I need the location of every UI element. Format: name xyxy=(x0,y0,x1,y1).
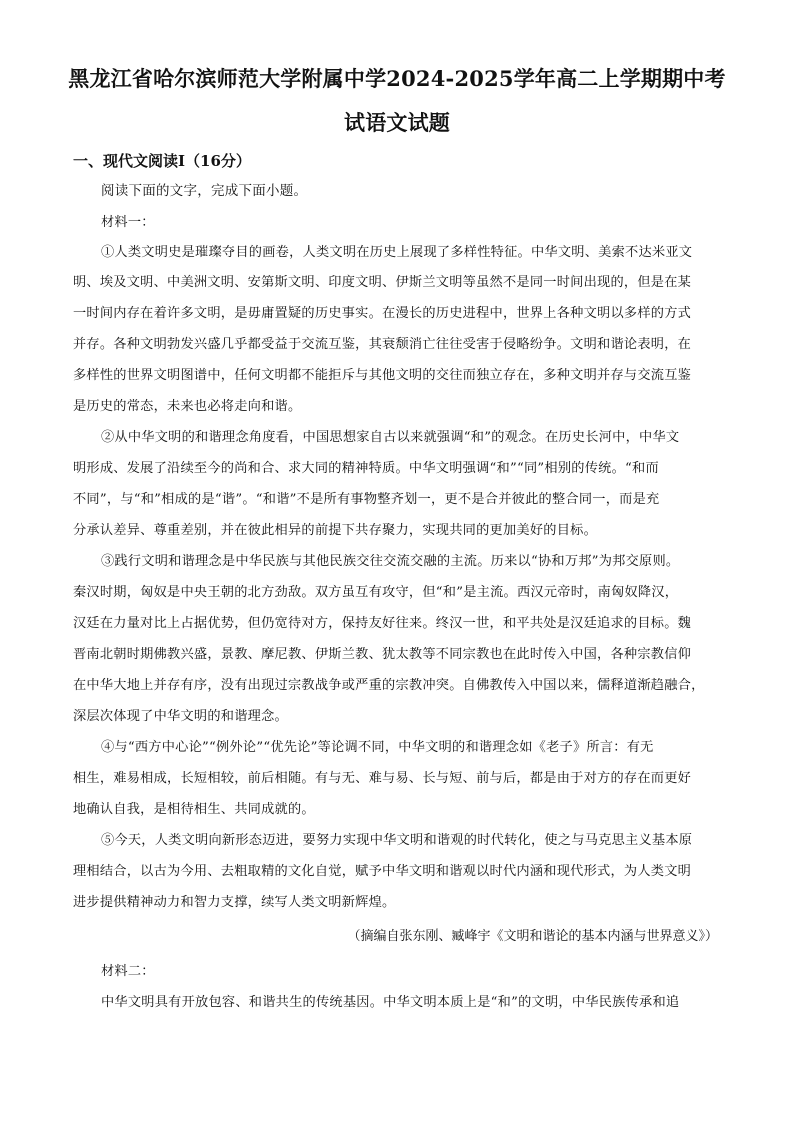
material-2-label: 材料二： xyxy=(101,964,155,979)
paragraph-line: ④与“西方中心论”“例外论”“优先论”等论调不同，中华文明的和谐理念如《老子》所言：有无 xyxy=(101,740,654,755)
document-title-line-1: 黑龙江省哈尔滨师范大学附属中学2024-2025学年高二上学期期中考 xyxy=(68,66,726,91)
paragraph-line: ②从中华文明的和谐理念角度看，中国思想家自古以来就强调“和”的观念。在历史长河中，中华文 xyxy=(101,430,680,445)
paragraph-line: 是历史的常态，未来也必将走向和谐。 xyxy=(73,399,302,414)
paragraph-line: 理相结合，以古为今用、去粗取精的文化自觉，赋予中华文明和谐观以时代内涵和现代形式，为人类文明 xyxy=(73,864,692,879)
paragraph-line: ①人类文明史是璀璨夺目的画卷，人类文明在历史上展现了多样性特征。中华文明、美索不达米亚文 xyxy=(101,245,693,260)
paragraph-line: 多样性的世界文明图谱中，任何文明都不能拒斥与其他文明的交往而独立存在，多种文明并存与交流互鉴 xyxy=(73,368,692,383)
paragraph-line: 汉廷在力量对比上占据优势，但仍宽待对方，保持友好往来。终汉一世，和平共处是汉廷追求的目标。魏 xyxy=(73,616,692,631)
paragraph-line: 明、埃及文明、中美洲文明、安第斯文明、印度文明、伊斯兰文明等虽然不是同一时间出现的，但是在某 xyxy=(73,275,692,290)
paragraph-line: 地确认自我，是相待相生、共同成就的。 xyxy=(73,802,315,817)
paragraph-line: 深层次体现了中华文明的和谐理念。 xyxy=(73,709,288,724)
paragraph-line: 在中华大地上并存有序，没有出现过宗教战争或严重的宗教冲突。自佛教传入中国以来，儒释道渐趋融合， xyxy=(73,678,705,693)
paragraph-line: 并存。各种文明勃发兴盛几乎都受益于交流互鉴，其衰颓消亡往往受害于侵略纷争。文明和谐论表明，在 xyxy=(73,337,692,352)
paragraph-line: ⑤今天，人类文明向新形态迈进，要努力实现中华文明和谐观的时代转化，使之与马克思主义基本原 xyxy=(101,833,693,848)
material-1-label: 材料一： xyxy=(101,215,155,230)
paragraph-line: 晋南北朝时期佛教兴盛，景教、摩尼教、伊斯兰教、犹太教等不同宗教也在此时传入中国，各种宗教信仰 xyxy=(73,647,692,662)
paragraph-line: 分承认差异、尊重差别，并在彼此相异的前提下共存聚力，实现共同的更加美好的目标。 xyxy=(73,523,598,538)
paragraph-line: 不同”，与“和”相成的是“谐”。“和谐”不是所有事物整齐划一，更不是合并彼此的整合同一，而是充 xyxy=(73,492,660,507)
section-heading: 一、现代文阅读Ⅰ（16分） xyxy=(73,152,251,170)
paragraph-line: 一时间内存在着许多文明，是毋庸置疑的历史事实。在漫长的历史进程中，世界上各种文明以多样的方式 xyxy=(73,306,692,321)
material-1-source: （摘编自张东刚、臧峰宇《文明和谐论的基本内涵与世界意义》） xyxy=(347,929,718,944)
paragraph-line: 明形成、发展了沿续至今的尚和合、求大同的精神特质。中华文明强调“和”“同”相别的传统。“和而 xyxy=(73,461,659,476)
paragraph-line: 中华文明具有开放包容、和谐共生的传统基因。中华文明本质上是“和”的文明，中华民族传承和追 xyxy=(101,995,680,1010)
document-title-line-2: 试语文试题 xyxy=(344,110,450,135)
paragraph-line: 进步提供精神动力和智力支撑，续写人类文明新辉煌。 xyxy=(73,895,396,910)
instruction-text: 阅读下面的文字，完成下面小题。 xyxy=(101,183,308,199)
paragraph-line: 相生，难易相成，长短相较，前后相随。有与无、难与易、长与短、前与后，都是由于对方的存在而更好 xyxy=(73,771,692,786)
paragraph-line: ③践行文明和谐理念是中华民族与其他民族交往交流交融的主流。历来以“协和万邦”为邦交原则。 xyxy=(101,554,680,569)
paragraph-line: 秦汉时期，匈奴是中央王朝的北方劲敌。双方虽互有攻守，但“和”是主流。西汉元帝时，南匈奴降汉， xyxy=(73,585,679,600)
